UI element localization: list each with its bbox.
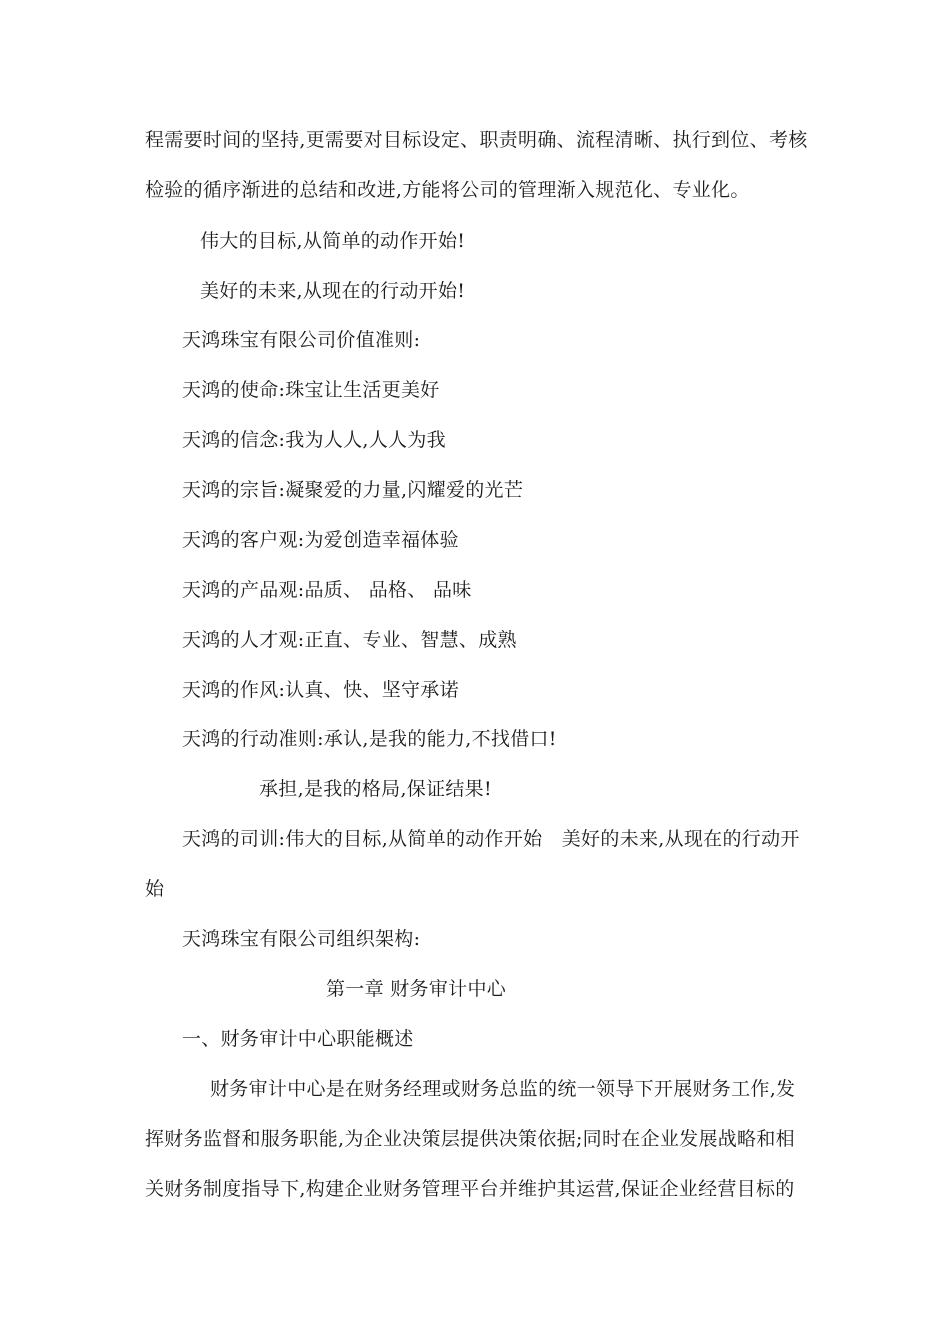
value-item: 天鸿的人才观:正直、专业、智慧、成熟 <box>182 629 517 651</box>
value-item: 天鸿的行动准则:承认,是我的能力,不找借口! <box>182 728 557 750</box>
value-item-continuation: 始 <box>145 878 165 900</box>
paragraph-line: 检验的循序渐进的总结和改进,方能将公司的管理渐入规范化、专业化。 <box>145 179 750 201</box>
value-item: 天鸿的产品观:品质、 品格、 品味 <box>182 579 472 601</box>
value-item: 天鸿的宗旨:凝聚爱的力量,闪耀爱的光芒 <box>182 479 524 501</box>
paragraph-line: 程需要时间的坚持,更需要对目标设定、职责明确、流程清晰、执行到位、考核 <box>145 129 808 151</box>
paragraph-line: 财务审计中心是在财务经理或财务总监的统一领导下开展财务工作,发 <box>210 1078 796 1100</box>
motto-line: 美好的未来,从现在的行动开始! <box>200 280 466 302</box>
value-item: 天鸿的使命:珠宝让生活更美好 <box>182 379 440 401</box>
motto-line: 伟大的目标,从简单的动作开始! <box>200 230 466 252</box>
paragraph-line: 挥财务监督和服务职能,为企业决策层提供决策依据;同时在企业发展战略和相 <box>145 1128 795 1150</box>
value-item: 天鸿的司训:伟大的目标,从简单的动作开始 美好的未来,从现在的行动开 <box>182 828 800 850</box>
value-item: 天鸿的作风:认真、快、坚守承诺 <box>182 679 459 701</box>
section-heading: 天鸿珠宝有限公司价值准则: <box>182 329 421 351</box>
paragraph-line: 关财务制度指导下,构建企业财务管理平台并维护其运营,保证企业经营目标的 <box>145 1178 795 1200</box>
section-heading: 天鸿珠宝有限公司组织架构: <box>182 928 421 950</box>
value-item: 天鸿的信念:我为人人,人人为我 <box>182 429 446 451</box>
value-item-continuation: 承担,是我的格局,保证结果! <box>259 778 492 800</box>
subsection-heading: 一、财务审计中心职能概述 <box>182 1028 414 1050</box>
chapter-title: 第一章 财务审计中心 <box>326 978 507 1000</box>
value-item: 天鸿的客户观:为爱创造幸福体验 <box>182 529 459 551</box>
